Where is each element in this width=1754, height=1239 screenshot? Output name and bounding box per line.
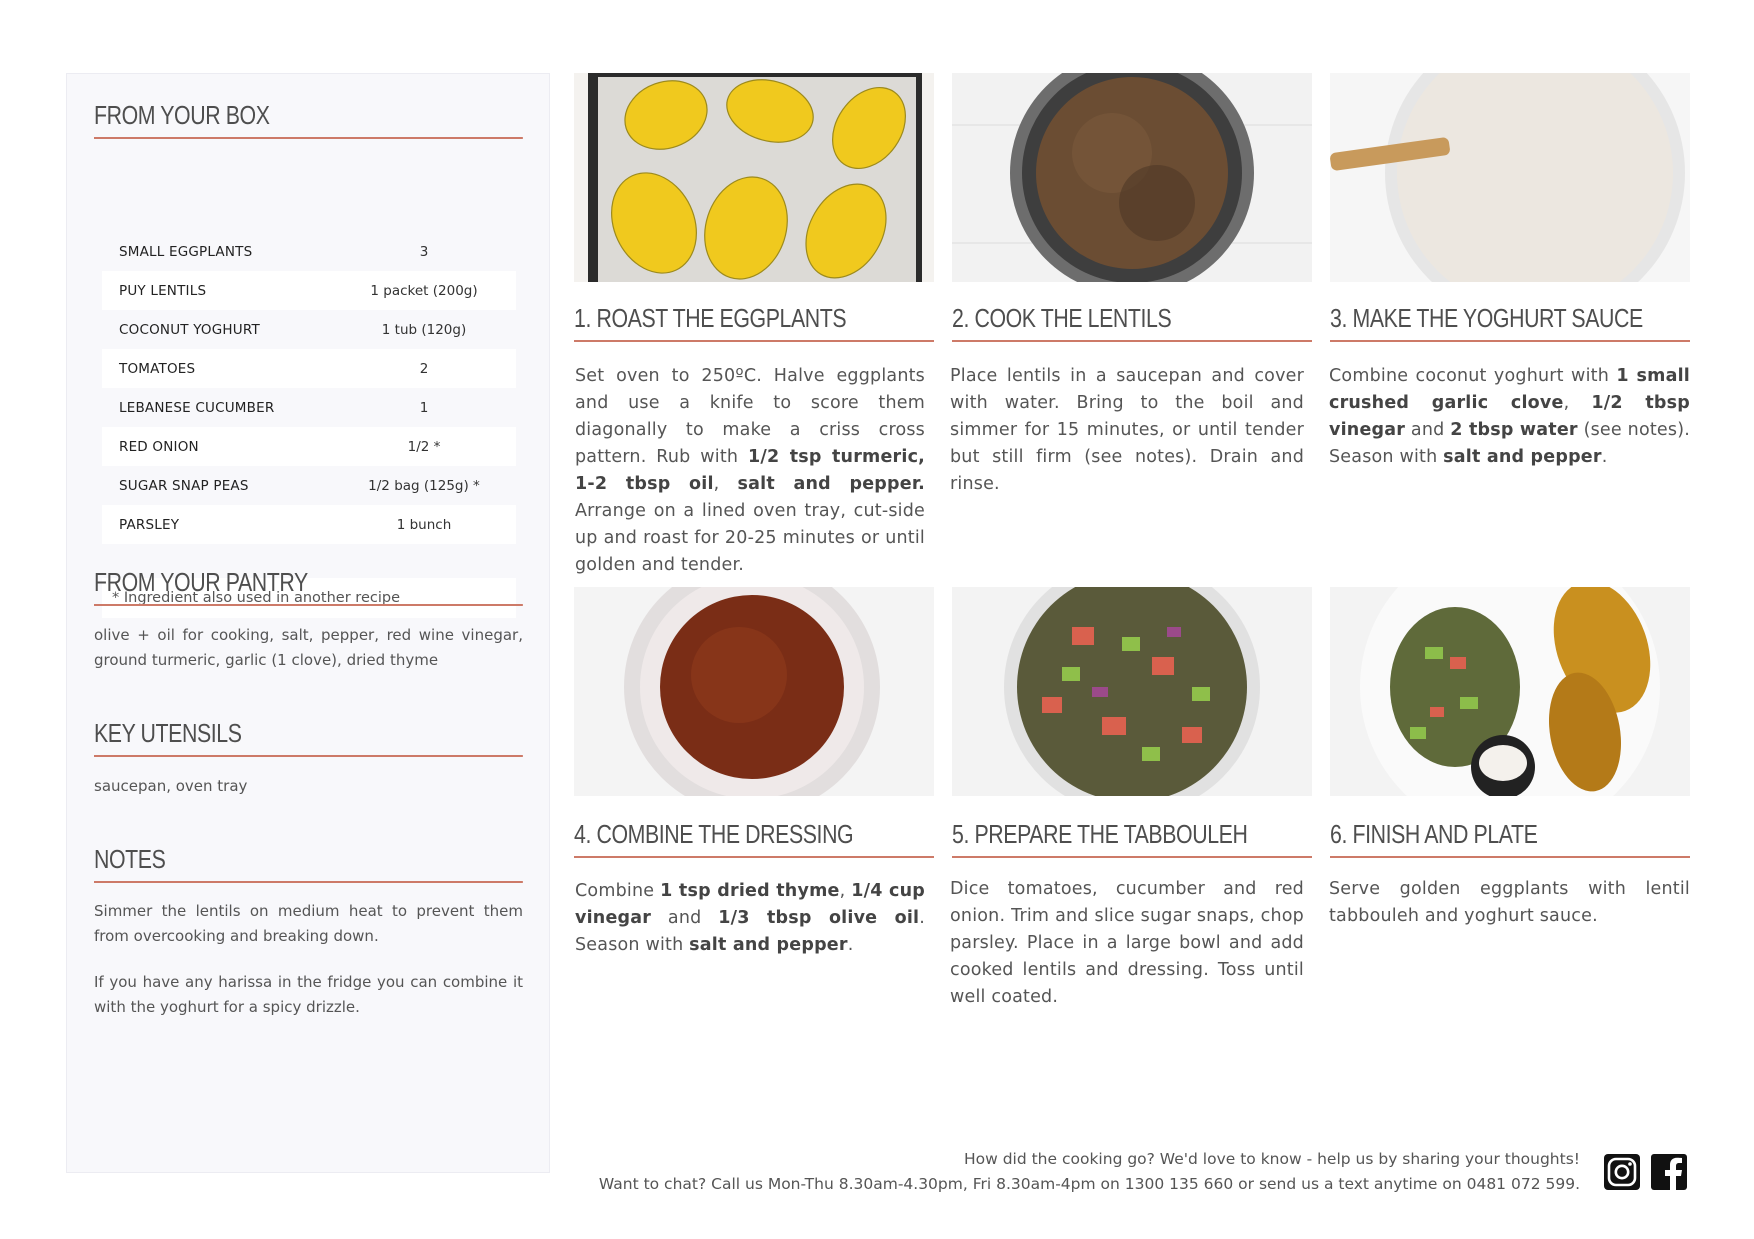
table-row [102,271,516,310]
table-row [102,505,516,544]
yoghurt-sauce-bowl-photo [1330,73,1690,282]
step-1-text: Set oven to 250ºC. Halve eggplants and use a knife to score them diagonally to make a criss cross pattern. Rub with 1/2 tsp turmeric, 1-2 tbsp oil, salt and pepper. Arrange on a lined oven tray, cut-side up and roast for 20-25 minutes or until golden and tender. [575,366,925,575]
ingredient-name: SMALL EGGPLANTS [119,243,253,260]
ingredient-qty: 1 packet (200g) [370,282,478,299]
dressing-bowl-photo [574,587,934,796]
utensils-text: saucepan, oven tray [94,777,248,795]
table-row [102,349,516,388]
ingredient-name: TOMATOES [119,360,196,377]
step-6-heading: 6. FINISH AND PLATE [1330,819,1690,858]
ingredient-qty: 2 [419,360,429,377]
step-4-text: Combine 1 tsp dried thyme, 1/4 cup vinegar and 1/3 tbsp olive oil. Season with salt and pepper. [575,881,925,955]
roasted-eggplant-halves-photo [574,73,934,282]
from-your-box-heading: FROM YOUR BOX [94,100,523,139]
ingredient-footnote: * Ingredient also used in another recipe [102,578,516,618]
step-1-heading: 1. ROAST THE EGGPLANTS [574,303,934,342]
footer-feedback-line: How did the cooking go? We'd love to know - help us by sharing your thoughts! [963,1150,1580,1168]
instagram-icon[interactable] [1604,1154,1640,1190]
step-5-heading: 5. PREPARE THE TABBOULEH [952,819,1312,858]
table-row [102,427,516,466]
footer-contact-line: Want to chat? Call us Mon-Thu 8.30am-4.30pm, Fri 8.30am-4pm on 1300 135 660 or send us a text anytime on 0481 072 599. [598,1175,1580,1193]
ingredient-qty: 1/2 * [407,438,441,455]
ingredient-name: RED ONION [119,438,199,455]
step-3-heading: 3. MAKE THE YOGHURT SAUCE [1330,303,1690,342]
notes-heading: NOTES [94,844,523,883]
lentils-in-strainer-photo [952,73,1312,282]
ingredient-name: COCONUT YOGHURT [119,321,260,338]
ingredient-name: SUGAR SNAP PEAS [119,477,249,494]
step-3-text: Combine coconut yoghurt with 1 small crushed garlic clove, 1/2 tbsp vinegar and 2 tbsp water (see notes). Season with salt and pepper. [1329,366,1690,467]
step-4-heading: 4. COMBINE THE DRESSING [574,819,934,858]
from-your-pantry-heading: FROM YOUR PANTRY [94,567,523,606]
ingredient-qty: 1 [419,399,429,416]
step-2-text: Place lentils in a saucepan and cover with water. Bring to the boil and simmer for 15 minutes, or until tender but still firm (see notes). Drain and rinse. [950,366,1304,494]
ingredients-table [102,232,516,544]
step-6-text: Serve golden eggplants with lentil tabbouleh and yoghurt sauce. [1329,879,1690,926]
ingredient-name: PARSLEY [119,516,180,533]
note-1: Simmer the lentils on medium heat to prevent them from overcooking and breaking down. [94,902,523,945]
step-5-text: Dice tomatoes, cucumber and red onion. Trim and slice sugar snaps, chop parsley. Place in a large bowl and add cooked lentils and dressing. Toss until well coated. [950,879,1304,1007]
ingredient-qty: 1 bunch [396,516,452,533]
table-row [102,388,516,427]
facebook-icon[interactable] [1651,1154,1687,1190]
ingredient-name: LEBANESE CUCUMBER [119,399,275,416]
table-row [102,310,516,349]
table-row [102,466,516,505]
ingredient-qty: 3 [419,243,429,260]
ingredient-name: PUY LENTILS [119,282,207,299]
step-2-heading: 2. COOK THE LENTILS [952,303,1312,342]
tabbouleh-bowl-photo [952,587,1312,796]
plated-dish-photo [1330,587,1690,796]
ingredient-qty: 1 tub (120g) [381,321,467,338]
table-row [102,232,516,271]
key-utensils-heading: KEY UTENSILS [94,718,523,757]
pantry-text: olive + oil for cooking, salt, pepper, red wine vinegar, ground turmeric, garlic (1 clove), dried thyme [94,626,523,669]
note-2: If you have any harissa in the fridge you can combine it with the yoghurt for a spicy drizzle. [94,973,523,1016]
sidebar-panel [66,73,550,1173]
ingredient-qty: 1/2 bag (125g) * [368,477,480,494]
